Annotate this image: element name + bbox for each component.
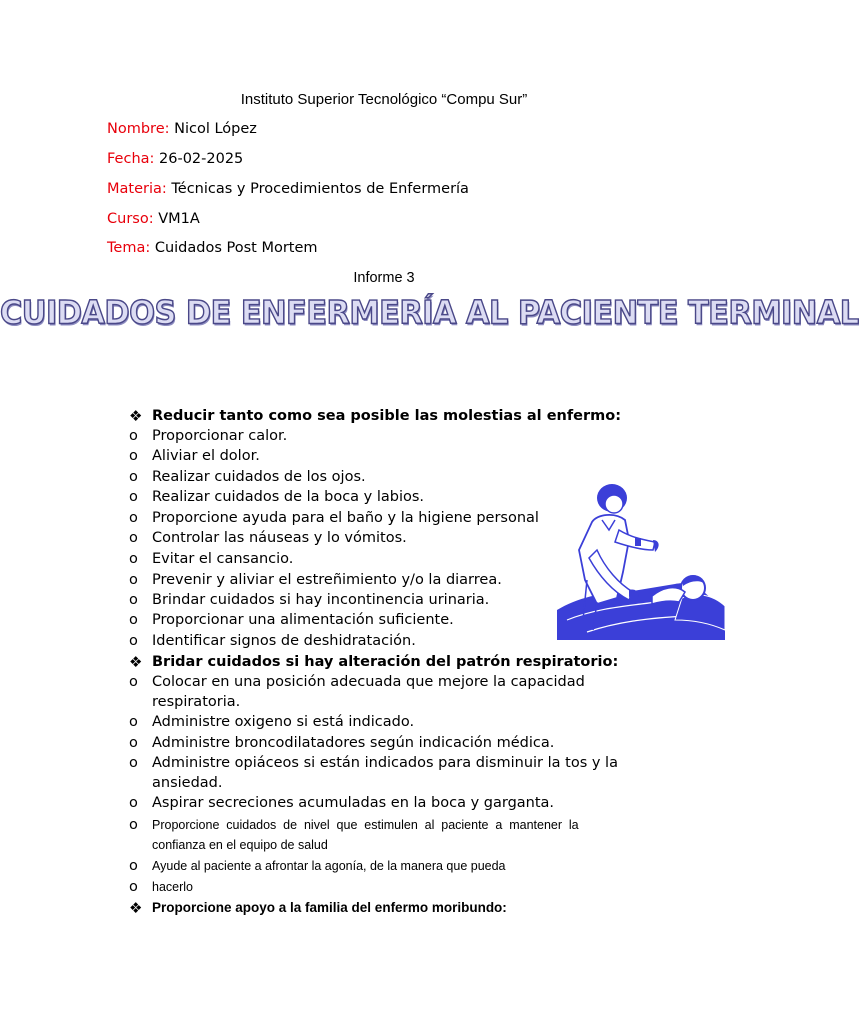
section-heading-text: Reducir tanto como sea posible las molestias al enfermo: [152, 408, 622, 424]
circle-bullet-icon: o [129, 551, 138, 567]
list-item-text: confianza en el equipo de salud [152, 838, 328, 852]
report-number: Informe 3 [353, 270, 415, 286]
circle-bullet-icon: o [129, 469, 138, 485]
field-fecha [107, 151, 243, 167]
field-value: Cuidados Post Mortem [154, 240, 318, 256]
list-item-text: hacerlo [152, 880, 193, 894]
list-item-text: Identificar signos de deshidratación. [152, 633, 416, 649]
field-label: Materia: [107, 181, 167, 197]
circle-bullet-icon: o [129, 735, 138, 751]
list-item-text: Ayude al paciente a afrontar la agonía, de la manera que pueda [152, 859, 506, 873]
list-item-text: Aspirar secreciones acumuladas en la boca y garganta. [152, 795, 555, 811]
circle-bullet-icon: o [129, 674, 138, 690]
list-item-text: Proporcionar una alimentación suficiente. [152, 612, 454, 628]
section-heading-text: Bridar cuidados si hay alteración del patrón respiratorio: [152, 654, 619, 670]
field-label: Curso: [107, 211, 154, 227]
field-label: Fecha: [107, 151, 155, 167]
page-title: CUIDADOS DE ENFERMERÍA AL PACIENTE TERMINAL [0, 295, 859, 332]
list-item-text: Colocar en una posición adecuada que mejore la capacidad [152, 674, 585, 690]
list-item-text: Administre opiáceos si están indicados para disminuir la tos y la [152, 755, 618, 771]
list-item-text: Proporcionar calor. [152, 428, 288, 444]
circle-bullet-icon: o [129, 572, 138, 588]
list-item-text: Brindar cuidados si hay incontinencia urinaria. [152, 592, 490, 608]
field-value: 26-02-2025 [159, 151, 244, 167]
circle-bullet-icon: o [129, 633, 138, 649]
field-value: Nicol López [174, 121, 257, 137]
list-item-text: Realizar cuidados de la boca y labios. [152, 489, 425, 505]
circle-bullet-icon: o [129, 858, 138, 874]
list-item-text: Prevenir y aliviar el estreñimiento y/o la diarrea. [152, 572, 502, 588]
field-value: VM1A [158, 211, 200, 227]
circle-bullet-icon: o [129, 817, 138, 833]
field-tema [107, 240, 318, 256]
circle-bullet-icon: o [129, 510, 138, 526]
list-item-text: Realizar cuidados de los ojos. [152, 469, 366, 485]
field-nombre [107, 121, 257, 137]
field-label: Tema: [107, 240, 151, 256]
field-curso [107, 211, 200, 227]
circle-bullet-icon: o [129, 714, 138, 730]
circle-bullet-icon: o [129, 612, 138, 628]
circle-bullet-icon: o [129, 489, 138, 505]
field-label: Nombre: [107, 121, 170, 137]
circle-bullet-icon: o [129, 428, 138, 444]
list-item-text: ansiedad. [152, 775, 223, 791]
list-item-text: Administre oxigeno si está indicado. [152, 714, 415, 730]
circle-bullet-icon: o [129, 448, 138, 464]
diamond-bullet-icon: ❖ [129, 653, 143, 671]
list-item-text: Proporcione cuidados de nivel que estimulen al paciente a mantener la [152, 818, 579, 832]
list-item-text: Administre broncodilatadores según indicación médica. [152, 735, 555, 751]
circle-bullet-icon: o [129, 592, 138, 608]
diamond-bullet-icon: ❖ [129, 407, 143, 425]
section-heading-text: Proporcione apoyo a la familia del enfermo moribundo: [152, 900, 507, 915]
circle-bullet-icon: o [129, 879, 138, 895]
field-value: Técnicas y Procedimientos de Enfermería [171, 181, 469, 197]
circle-bullet-icon: o [129, 795, 138, 811]
circle-bullet-icon: o [129, 755, 138, 771]
circle-bullet-icon: o [129, 530, 138, 546]
nurse-patient-illustration-icon [557, 480, 727, 640]
list-item-text: respiratoria. [152, 694, 241, 710]
diamond-bullet-icon: ❖ [129, 899, 143, 917]
list-item-text: Proporcione ayuda para el baño y la higiene personal [152, 510, 539, 526]
field-materia [107, 181, 469, 197]
list-item-text: Controlar las náuseas y lo vómitos. [152, 530, 407, 546]
institute-name: Instituto Superior Tecnológico “Compu Sur” [240, 91, 528, 108]
list-item-text: Evitar el cansancio. [152, 551, 294, 567]
list-item-text: Aliviar el dolor. [152, 448, 260, 464]
